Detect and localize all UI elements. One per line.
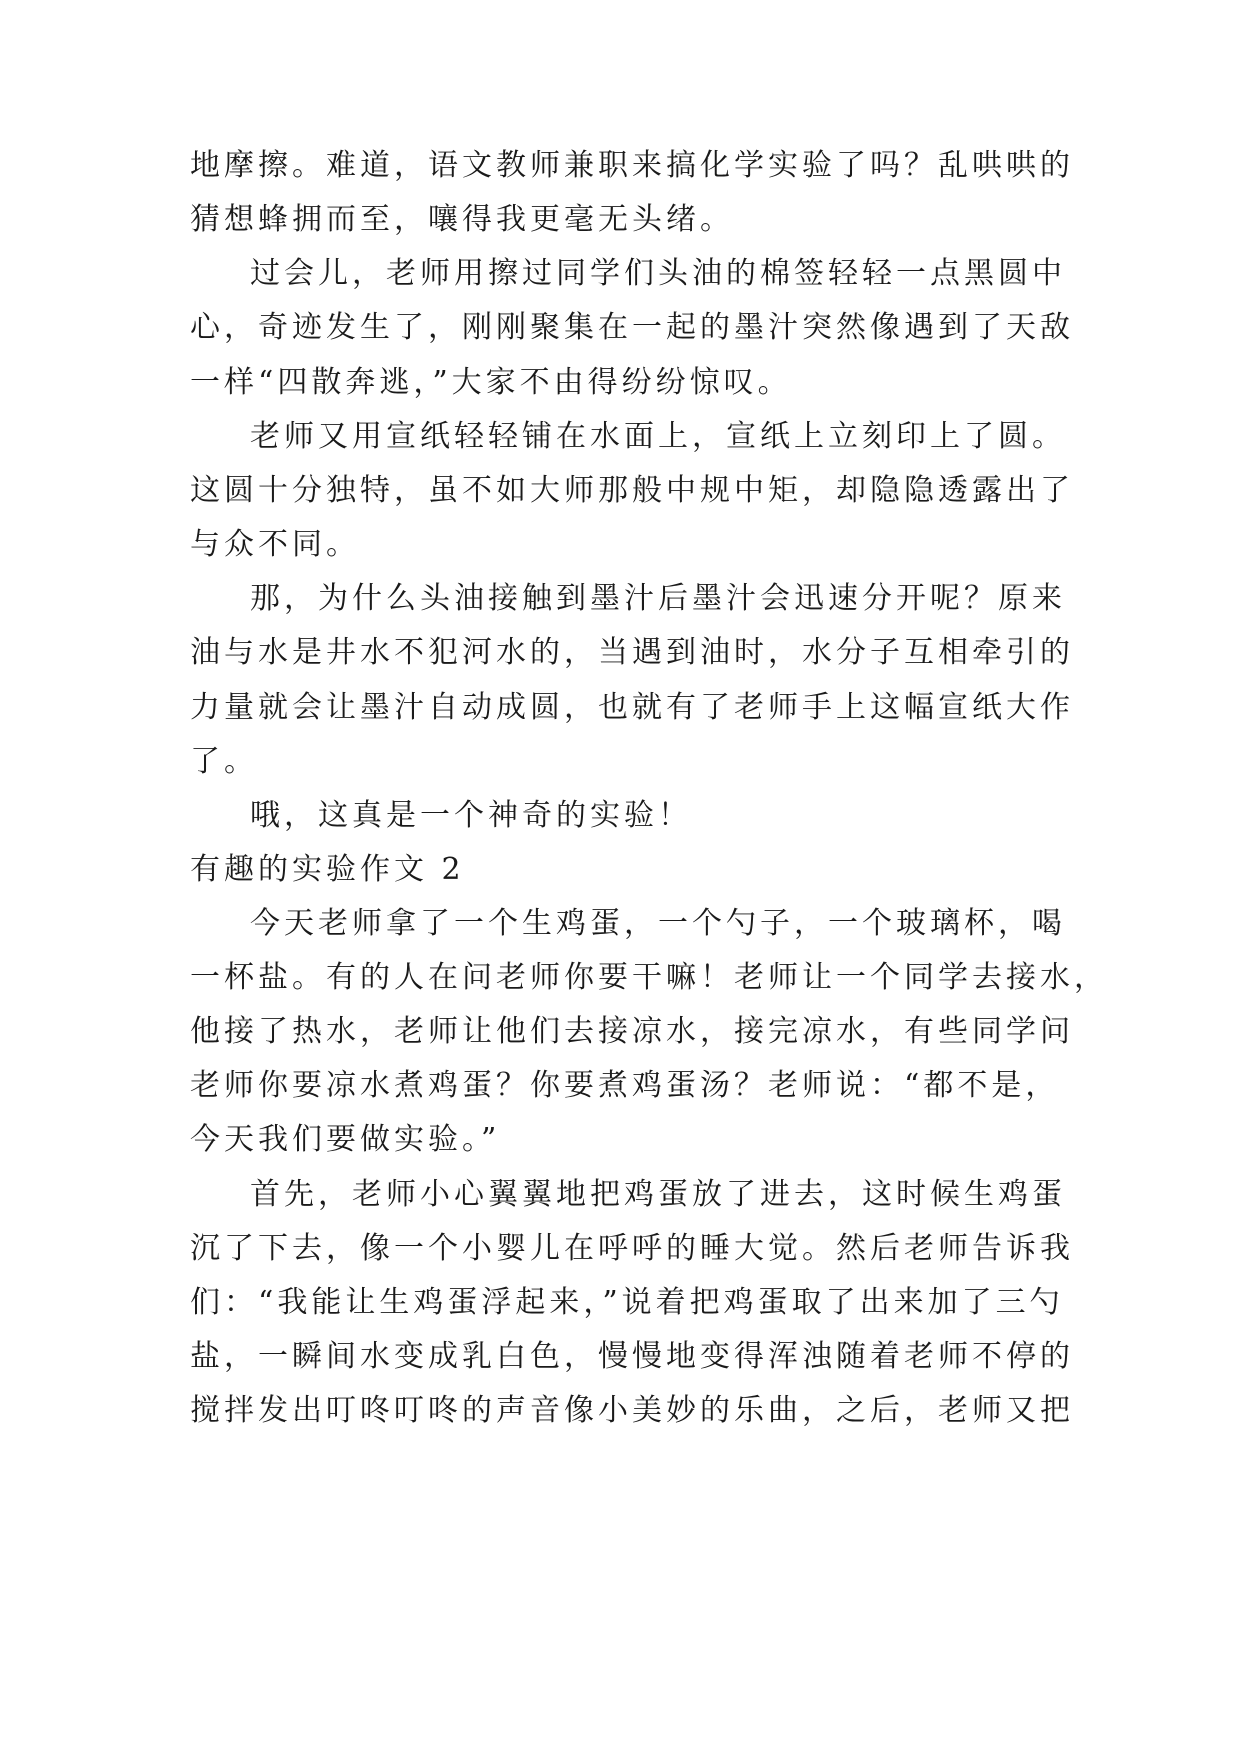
text-line: 心，奇迹发生了，刚刚聚集在一起的墨汁突然像遇到了天敌	[190, 310, 1074, 345]
text-line: 他接了热水，老师让他们去接凉水，接完凉水，有些同学问	[190, 1014, 1074, 1049]
text-line: 了。	[190, 744, 258, 779]
paragraph-start: 过会儿，老师用擦过同学们头油的棉签轻轻一点黑圆中	[250, 256, 1066, 291]
paragraph-start: 哦，这真是一个神奇的实验！	[250, 798, 692, 833]
text-line: 老师你要凉水煮鸡蛋？你要煮鸡蛋汤？老师说：“都不是，	[190, 1068, 1060, 1103]
paragraph-start: 今天老师拿了一个生鸡蛋，一个勺子，一个玻璃杯，喝	[250, 906, 1066, 941]
text-line: 与众不同。	[190, 527, 360, 562]
paragraph-start: 首先，老师小心翼翼地把鸡蛋放了进去，这时候生鸡蛋	[250, 1177, 1066, 1212]
text-line: 这圆十分独特，虽不如大师那般中规中矩，却隐隐透露出了	[190, 473, 1074, 508]
text-line: 一样“四散奔逃，”大家不由得纷纷惊叹。	[190, 365, 792, 400]
text-line: 力量就会让墨汁自动成圆，也就有了老师手上这幅宣纸大作	[190, 690, 1074, 725]
paragraph-start: 老师又用宣纸轻轻铺在水面上，宣纸上立刻印上了圆。	[250, 419, 1066, 454]
text-line: 一杯盐。有的人在问老师你要干嘛！老师让一个同学去接水，	[190, 960, 1108, 995]
text-line: 油与水是井水不犯河水的，当遇到油时，水分子互相牵引的	[190, 635, 1074, 670]
text-line: 今天我们要做实验。”	[190, 1122, 501, 1157]
text-line: 猜想蜂拥而至，嚷得我更毫无头绪。	[190, 202, 734, 237]
text-line: 搅拌发出叮咚叮咚的声音像小美妙的乐曲，之后，老师又把	[190, 1393, 1074, 1428]
text-line: 地摩擦。难道，语文教师兼职来搞化学实验了吗？乱哄哄的	[190, 148, 1074, 183]
text-line: 们：“我能让生鸡蛋浮起来，”说着把鸡蛋取了出来加了三勺	[190, 1285, 1064, 1320]
paragraph-start: 那，为什么头油接触到墨汁后墨汁会迅速分开呢？原来	[250, 581, 1066, 616]
text-line: 盐，一瞬间水变成乳白色，慢慢地变得浑浊随着老师不停的	[190, 1339, 1074, 1374]
text-line: 沉了下去，像一个小婴儿在呼呼的睡大觉。然后老师告诉我	[190, 1231, 1074, 1266]
section-heading: 有趣的实验作文 2	[190, 852, 465, 887]
